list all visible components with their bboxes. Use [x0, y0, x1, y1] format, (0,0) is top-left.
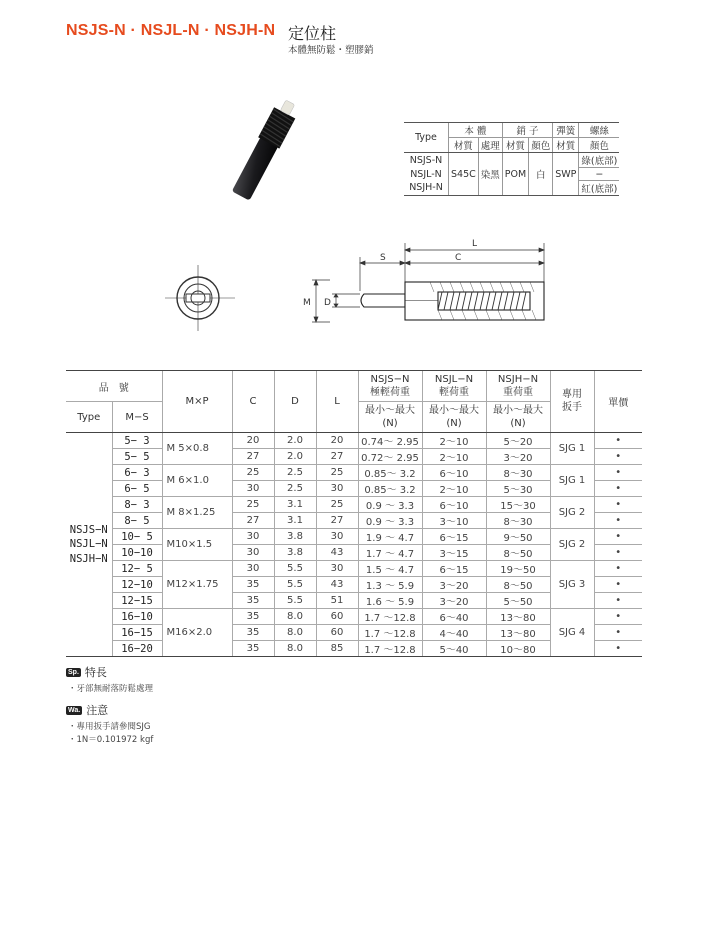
nsjl-load-cell: 2～10	[422, 449, 486, 465]
header-nsjh-sub: 重荷重	[503, 387, 533, 398]
nsjh-load-cell: 5～20	[486, 433, 550, 449]
price-cell: •	[594, 561, 642, 577]
nsjh-load-cell: 8～50	[486, 577, 550, 593]
price-cell: •	[594, 513, 642, 529]
page-title: NSJS-N · NSJL-N · NSJH-N	[66, 22, 276, 39]
l-cell: 20	[316, 433, 358, 449]
price-cell: •	[594, 449, 642, 465]
mat-thread-color: 綠(底部)	[579, 153, 619, 168]
dim-label-C: C	[455, 253, 462, 263]
ms-cell: 8− 5	[112, 513, 162, 529]
notes-item: ・1N＝0.101972 kgf	[68, 735, 154, 745]
table-row	[66, 561, 642, 577]
ms-cell: 5− 3	[112, 433, 162, 449]
nsjs-load-cell: 1.7 ～ 4.7	[358, 545, 422, 561]
header-range: 最小～最大	[493, 405, 543, 416]
header-unit: (N)	[446, 418, 462, 429]
c-cell: 35	[232, 641, 274, 657]
d-cell: 5.5	[274, 577, 316, 593]
nsjs-load-cell: 0.72～ 2.95	[358, 449, 422, 465]
price-cell: •	[594, 433, 642, 449]
l-cell: 30	[316, 481, 358, 497]
mat-type: NSJH-N	[404, 181, 449, 196]
nsjl-load-cell: 3～15	[422, 545, 486, 561]
l-cell: 27	[316, 449, 358, 465]
price-cell: •	[594, 481, 642, 497]
c-cell: 25	[232, 497, 274, 513]
mat-body-treatment: 染黑	[478, 153, 502, 196]
header-unit: (N)	[382, 418, 398, 429]
l-cell: 51	[316, 593, 358, 609]
table-row	[66, 465, 642, 481]
ms-cell: 16−15	[112, 625, 162, 641]
c-cell: 20	[232, 433, 274, 449]
price-cell: •	[594, 465, 642, 481]
ms-cell: 5− 5	[112, 449, 162, 465]
nsjl-load-cell: 6～10	[422, 465, 486, 481]
c-cell: 30	[232, 545, 274, 561]
features-header	[66, 664, 107, 680]
nsjh-load-cell: 8～50	[486, 545, 550, 561]
notes-item: ・專用扳手請參閱SJG	[68, 722, 151, 732]
ms-cell: 12−15	[112, 593, 162, 609]
features-badge: Sp.	[68, 668, 79, 676]
c-cell: 27	[232, 513, 274, 529]
ms-cell: 16−10	[112, 609, 162, 625]
product-photo	[200, 95, 330, 205]
d-cell: 3.1	[274, 497, 316, 513]
wrench-cell: SJG 2	[550, 497, 594, 529]
notes-badge: Wa.	[68, 706, 81, 714]
c-cell: 27	[232, 449, 274, 465]
d-cell: 3.8	[274, 545, 316, 561]
price-cell: •	[594, 497, 642, 513]
nsjs-load-cell: 1.7 ～12.8	[358, 641, 422, 657]
nsjs-load-cell: 1.5 ～ 4.7	[358, 561, 422, 577]
wrench-cell: SJG 1	[550, 433, 594, 465]
features-item: ・牙部無耐落防鬆處理	[68, 684, 154, 694]
header-type: Type	[66, 402, 112, 433]
nsjs-load-cell: 0.85～ 3.2	[358, 481, 422, 497]
header-unit: (N)	[510, 418, 526, 429]
product-description: 本體無防鬆・塑膠銷	[288, 45, 374, 56]
nsjh-load-cell: 13～80	[486, 625, 550, 641]
mat-spring-header: 彈簧	[553, 123, 579, 138]
nsjh-load-cell: 8～30	[486, 513, 550, 529]
d-cell: 5.5	[274, 561, 316, 577]
l-cell: 27	[316, 513, 358, 529]
notes-title: 注意	[86, 704, 109, 717]
mat-sub: 處理	[478, 138, 502, 153]
mat-body-header: 本 體	[449, 123, 503, 138]
d-cell: 3.8	[274, 529, 316, 545]
c-cell: 35	[232, 593, 274, 609]
header-wrench: 專用 扳手	[550, 371, 594, 433]
d-cell: 2.5	[274, 481, 316, 497]
material-table	[404, 122, 619, 196]
nsjs-load-cell: 0.9 ～ 3.3	[358, 497, 422, 513]
header-d: D	[274, 371, 316, 433]
mat-sub: 顏色	[529, 138, 553, 153]
ms-cell: 12−10	[112, 577, 162, 593]
type-label: NSJL−N	[69, 538, 108, 551]
type-cell	[66, 433, 112, 657]
d-cell: 8.0	[274, 625, 316, 641]
mat-sub: 材質	[449, 138, 479, 153]
header-price: 單價	[594, 371, 642, 433]
nsjs-load-cell: 1.7 ～12.8	[358, 609, 422, 625]
header-ms: M−S	[112, 402, 162, 433]
l-cell: 43	[316, 577, 358, 593]
dim-label-S: S	[380, 253, 386, 263]
header-c: C	[232, 371, 274, 433]
nsjh-load-cell: 5～50	[486, 593, 550, 609]
c-cell: 30	[232, 481, 274, 497]
c-cell: 35	[232, 577, 274, 593]
table-row	[66, 609, 642, 625]
ms-cell: 10−10	[112, 545, 162, 561]
dim-label-D: D	[324, 298, 331, 308]
mat-type-header: Type	[404, 123, 449, 153]
nsjs-load-cell: 1.3 ～ 5.9	[358, 577, 422, 593]
features-title: 特長	[84, 666, 107, 679]
table-row	[66, 497, 642, 513]
nsjs-load-cell: 0.9 ～ 3.3	[358, 513, 422, 529]
l-cell: 25	[316, 465, 358, 481]
nsjl-load-cell: 6～15	[422, 529, 486, 545]
header-part-number: 品 號	[66, 371, 162, 402]
l-cell: 30	[316, 529, 358, 545]
header-nsjh: NSJH−N	[497, 374, 539, 385]
nsjh-load-cell: 10～80	[486, 641, 550, 657]
mat-thread-color: 紅(底部)	[579, 181, 619, 196]
d-cell: 2.5	[274, 465, 316, 481]
mp-cell: M 8×1.25	[162, 497, 232, 529]
end-view-drawing	[160, 262, 240, 342]
nsjs-load-cell: 0.74～ 2.95	[358, 433, 422, 449]
price-cell: •	[594, 625, 642, 641]
notes-header	[66, 702, 108, 718]
mp-cell: M16×2.0	[162, 609, 232, 657]
ms-cell: 8− 3	[112, 497, 162, 513]
mat-body-material: S45C	[449, 153, 479, 196]
mat-type: NSJL-N	[410, 168, 442, 180]
mat-thread-color: −	[579, 168, 619, 181]
nsjs-load-cell: 1.7 ～12.8	[358, 625, 422, 641]
nsjh-load-cell: 19～50	[486, 561, 550, 577]
nsjh-load-cell: 3～20	[486, 449, 550, 465]
price-cell: •	[594, 641, 642, 657]
header-l: L	[316, 371, 358, 433]
nsjl-load-cell: 6～40	[422, 609, 486, 625]
mat-pin-material: POM	[502, 153, 528, 196]
spec-table-body	[66, 433, 642, 657]
mat-type: NSJS-N	[409, 154, 443, 166]
nsjl-load-cell: 2～10	[422, 481, 486, 497]
nsjs-load-cell: 1.6 ～ 5.9	[358, 593, 422, 609]
mat-thread-header: 螺絲	[579, 123, 619, 138]
dim-label-L: L	[472, 239, 478, 249]
mp-cell: M 5×0.8	[162, 433, 232, 465]
price-cell: •	[594, 545, 642, 561]
nsjl-load-cell: 4～40	[422, 625, 486, 641]
d-cell: 5.5	[274, 593, 316, 609]
l-cell: 60	[316, 625, 358, 641]
header-nsjs: NSJS−N	[370, 374, 410, 385]
d-cell: 2.0	[274, 449, 316, 465]
header-mp: M×P	[162, 371, 232, 433]
nsjl-load-cell: 3～10	[422, 513, 486, 529]
l-cell: 30	[316, 561, 358, 577]
nsjh-load-cell: 15～30	[486, 497, 550, 513]
mat-pin-header: 銷 子	[502, 123, 552, 138]
c-cell: 35	[232, 625, 274, 641]
wrench-cell: SJG 3	[550, 561, 594, 609]
d-cell: 2.0	[274, 433, 316, 449]
ms-cell: 6− 5	[112, 481, 162, 497]
ms-cell: 12− 5	[112, 561, 162, 577]
l-cell: 85	[316, 641, 358, 657]
d-cell: 3.1	[274, 513, 316, 529]
l-cell: 43	[316, 545, 358, 561]
nsjl-load-cell: 5～40	[422, 641, 486, 657]
nsjh-load-cell: 13～80	[486, 609, 550, 625]
wrench-cell: SJG 4	[550, 609, 594, 657]
ms-cell: 6− 3	[112, 465, 162, 481]
table-row	[66, 433, 642, 449]
header-range: 最小～最大	[365, 405, 415, 416]
c-cell: 30	[232, 561, 274, 577]
header-nsjs-sub: 極輕荷重	[370, 387, 410, 398]
type-label: NSJS−N	[69, 524, 108, 537]
header-nsjl-sub: 輕荷重	[439, 387, 469, 398]
l-cell: 60	[316, 609, 358, 625]
nsjl-load-cell: 3～20	[422, 577, 486, 593]
nsjs-load-cell: 0.85～ 3.2	[358, 465, 422, 481]
mat-pin-color: 白	[529, 153, 553, 196]
d-cell: 8.0	[274, 609, 316, 625]
c-cell: 30	[232, 529, 274, 545]
price-cell: •	[594, 529, 642, 545]
l-cell: 25	[316, 497, 358, 513]
d-cell: 8.0	[274, 641, 316, 657]
price-cell: •	[594, 593, 642, 609]
mp-cell: M12×1.75	[162, 561, 232, 609]
c-cell: 25	[232, 465, 274, 481]
dim-label-M: M	[303, 298, 311, 308]
mat-sub: 材質	[553, 138, 579, 153]
mp-cell: M10×1.5	[162, 529, 232, 561]
product-name: 定位柱	[288, 24, 337, 43]
side-view-drawing	[300, 235, 560, 335]
spec-table	[66, 370, 642, 657]
nsjl-load-cell: 6～15	[422, 561, 486, 577]
mp-cell: M 6×1.0	[162, 465, 232, 497]
header-nsjl: NSJL−N	[434, 374, 474, 385]
header-range: 最小～最大	[429, 405, 479, 416]
nsjh-load-cell: 9～50	[486, 529, 550, 545]
mat-spring-material: SWP	[553, 153, 579, 196]
nsjs-load-cell: 1.9 ～ 4.7	[358, 529, 422, 545]
nsjh-load-cell: 5～30	[486, 481, 550, 497]
mat-sub: 顏色	[579, 138, 619, 153]
price-cell: •	[594, 609, 642, 625]
c-cell: 35	[232, 609, 274, 625]
nsjl-load-cell: 2～10	[422, 433, 486, 449]
ms-cell: 10− 5	[112, 529, 162, 545]
wrench-cell: SJG 2	[550, 529, 594, 561]
wrench-cell: SJG 1	[550, 465, 594, 497]
nsjh-load-cell: 8～30	[486, 465, 550, 481]
table-row	[66, 529, 642, 545]
type-label: NSJH−N	[69, 552, 108, 565]
ms-cell: 16−20	[112, 641, 162, 657]
mat-sub: 材質	[502, 138, 528, 153]
nsjl-load-cell: 6～10	[422, 497, 486, 513]
nsjl-load-cell: 3～20	[422, 593, 486, 609]
price-cell: •	[594, 577, 642, 593]
